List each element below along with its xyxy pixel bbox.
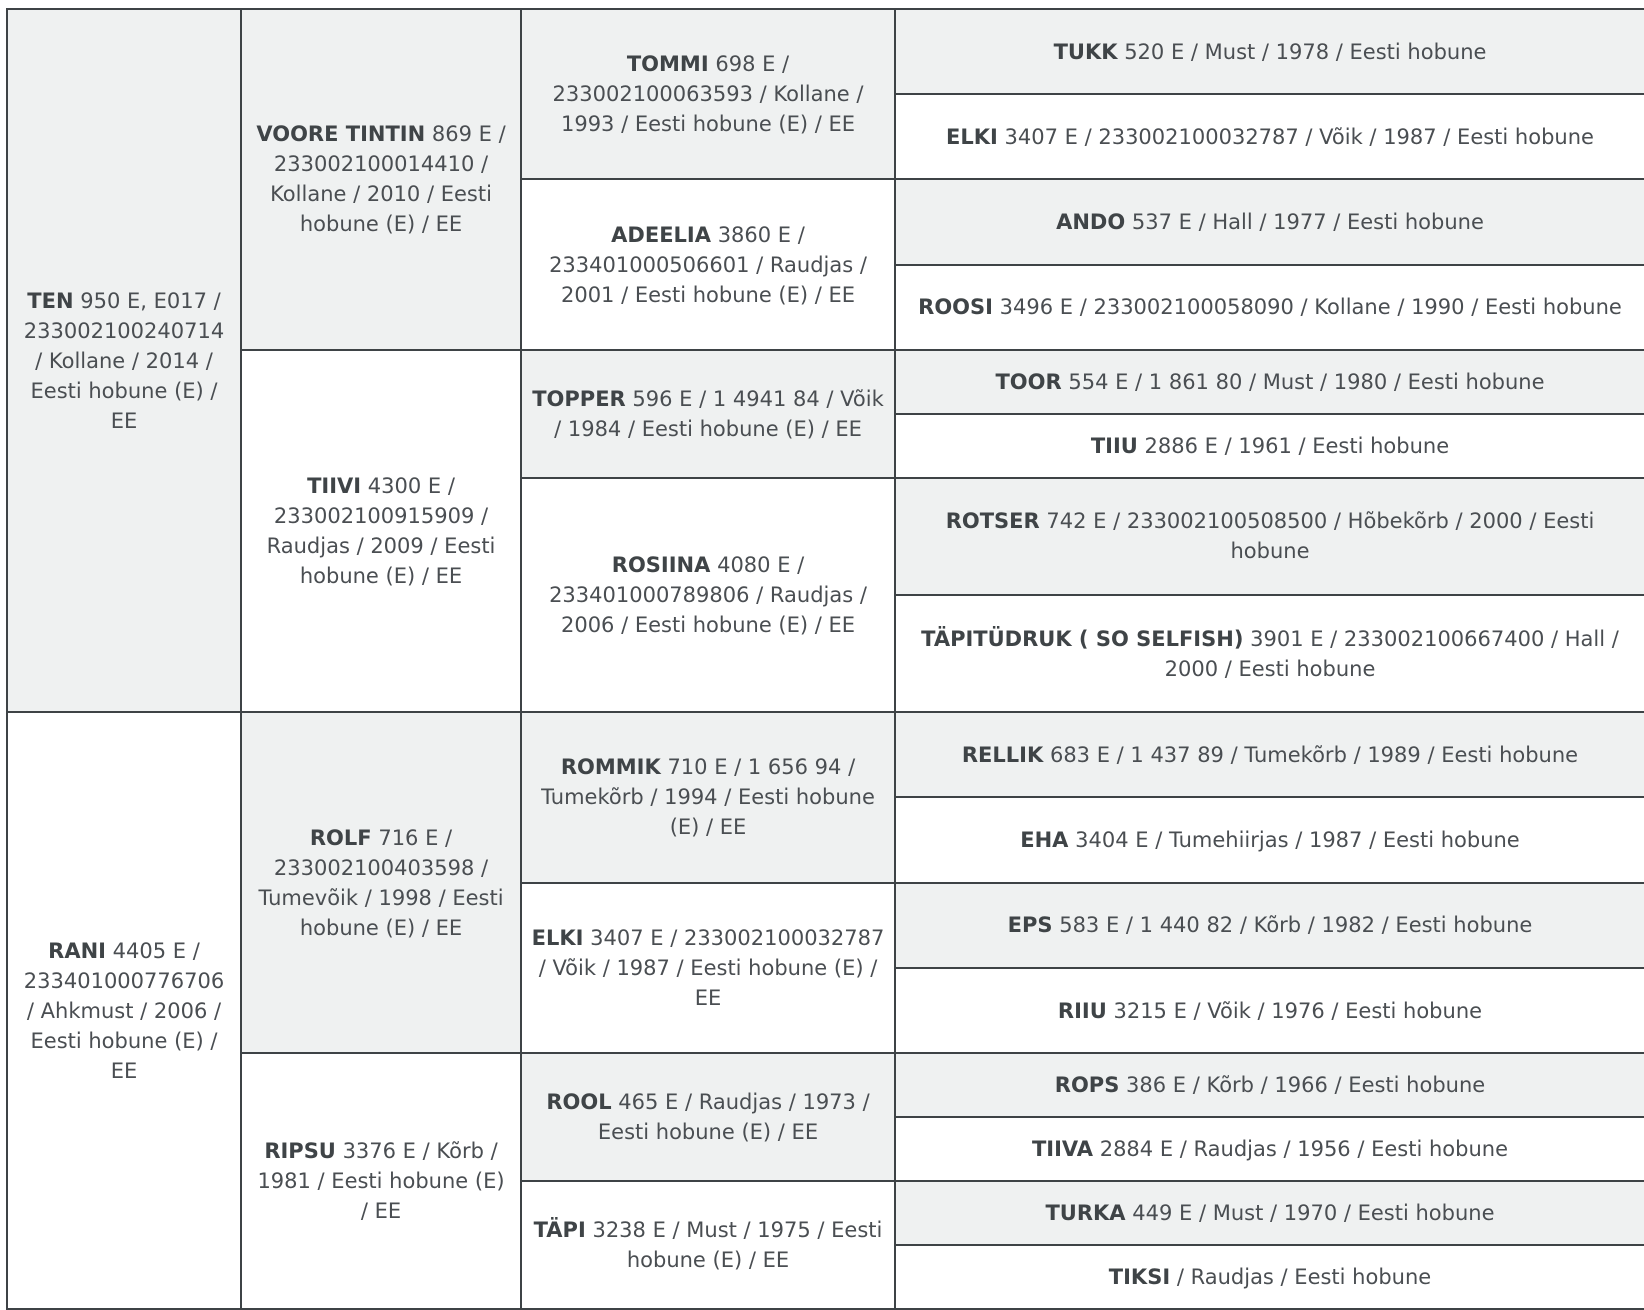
horse-info: 554 E / 1 861 80 / Must / 1980 / Eesti hobune — [1068, 369, 1545, 394]
horse-info: 596 E / 1 4941 84 / Võik / 1984 / Eesti hobune (E) / EE — [554, 386, 884, 441]
horse-name: ROSIINA — [611, 552, 711, 577]
horse-name: TEN — [27, 288, 74, 313]
horse-name: RIPSU — [264, 1139, 336, 1164]
horse-info: / Raudjas / Eesti hobune — [1176, 1264, 1432, 1289]
horse-name: TIIU — [1090, 433, 1138, 458]
gen2-cell — [241, 9, 521, 350]
horse-info: 710 E / 1 656 94 / Tumekõrb / 1994 / Eesti hobune (E) / EE — [541, 755, 875, 840]
horse-info: 3238 E / Must / 1975 / Eesti hobune (E) / EE — [592, 1217, 883, 1272]
horse-name: ADEELIA — [611, 222, 711, 247]
horse-info: 4080 E / 233401000789806 / Raudjas / 2006 / Eesti hobune (E) / EE — [549, 552, 867, 637]
gen3-cell — [521, 478, 895, 712]
gen4-cell — [895, 1053, 1644, 1117]
horse-name: TURKA — [1045, 1200, 1126, 1225]
horse-info: 386 E / Kõrb / 1966 / Eesti hobune — [1126, 1073, 1486, 1098]
gen3-cell — [521, 1181, 895, 1309]
horse-name: TÄPITÜDRUK ( SO SELFISH) — [921, 626, 1244, 651]
horse-info: 4405 E / 233401000776706 / Ahkmust / 2006 / Eesti hobune (E) / EE — [23, 938, 225, 1083]
horse-info: 537 E / Hall / 1977 / Eesti hobune — [1131, 210, 1484, 235]
horse-info: 449 E / Must / 1970 / Eesti hobune — [1132, 1200, 1495, 1225]
gen4-cell — [895, 883, 1644, 968]
gen4-cell — [895, 712, 1644, 797]
horse-info: 2886 E / 1961 / Eesti hobune — [1144, 433, 1450, 458]
horse-name: TIIVA — [1031, 1137, 1094, 1161]
horse-name: ROPS — [1054, 1073, 1120, 1098]
horse-name: TOOR — [995, 369, 1062, 394]
horse-name: ANDO — [1056, 210, 1126, 235]
horse-info: 950 E, E017 / 233002100240714 / Kollane / 2014 / Eesti hobune (E) / EE — [23, 288, 225, 433]
horse-name: ROMMIK — [560, 755, 661, 780]
horse-name: TOMMI — [626, 52, 709, 77]
horse-name: ELKI — [946, 124, 998, 149]
horse-info: 3860 E / 233401000506601 / Raudjas / 2001 / Eesti hobune (E) / EE — [549, 222, 867, 307]
gen4-cell — [895, 478, 1644, 595]
horse-info: 465 E / Raudjas / 1973 / Eesti hobune (E) / EE — [597, 1090, 870, 1145]
gen3-cell — [521, 350, 895, 478]
gen4-cell — [895, 595, 1644, 712]
horse-name: TIIVI — [307, 474, 362, 499]
gen4-cell — [895, 414, 1644, 478]
horse-info: 716 E / 233002100403598 / Tumevõik / 1998 / Eesti hobune (E) / EE — [258, 825, 504, 940]
horse-info: 3404 E / Tumehiirjas / 1987 / Eesti hobune — [1075, 828, 1520, 853]
horse-name: ROTSER — [945, 509, 1040, 534]
sire-cell — [7, 9, 241, 712]
horse-info: 683 E / 1 437 89 / Tumekõrb / 1989 / Eesti hobune — [1049, 742, 1579, 767]
gen4-cell — [895, 265, 1644, 350]
horse-name: EHA — [1020, 828, 1069, 853]
gen3-cell — [521, 179, 895, 349]
pedigree-table — [6, 8, 1644, 1310]
horse-info: 3376 E / Kõrb / 1981 / Eesti hobune (E) / EE — [257, 1139, 505, 1224]
gen3-cell — [521, 9, 895, 179]
gen2-cell — [241, 1053, 521, 1309]
horse-name: ROOSI — [918, 295, 993, 320]
horse-name: TUKK — [1053, 39, 1118, 64]
gen4-cell — [895, 968, 1644, 1053]
horse-name: EPS — [1007, 913, 1053, 938]
horse-name: ROLF — [309, 825, 372, 850]
gen2-cell — [241, 350, 521, 712]
horse-info: 698 E / 233002100063593 / Kollane / 1993 / Eesti hobune (E) / EE — [552, 52, 864, 137]
gen4-cell — [895, 350, 1644, 414]
dam-cell — [7, 712, 241, 1309]
gen4-cell — [895, 94, 1644, 179]
gen3-cell — [521, 883, 895, 1053]
gen4-cell — [895, 179, 1644, 264]
gen4-cell — [895, 1117, 1644, 1181]
gen4-cell — [895, 797, 1644, 882]
horse-info: 869 E / 233002100014410 / Kollane / 2010 / Eesti hobune (E) / EE — [270, 122, 506, 237]
horse-name: RELLIK — [961, 742, 1044, 767]
horse-info: 520 E / Must / 1978 / Eesti hobune — [1124, 39, 1487, 64]
horse-info: 3407 E / 233002100032787 / Võik / 1987 / Eesti hobune — [1004, 124, 1594, 149]
horse-info: 3496 E / 233002100058090 / Kollane / 1990 / Eesti hobune — [999, 295, 1622, 320]
horse-name: TOPPER — [532, 386, 626, 411]
horse-name: RIIU — [1057, 998, 1107, 1023]
horse-info: 742 E / 233002100508500 / Hõbekõrb / 2000 / Eesti hobune — [1046, 509, 1595, 564]
gen4-cell — [895, 9, 1644, 94]
horse-name: RANI — [48, 938, 106, 963]
horse-name: VOORE TINTIN — [256, 122, 426, 147]
horse-info: 3407 E / 233002100032787 / Võik / 1987 / Eesti hobune (E) / EE — [538, 925, 885, 1010]
horse-info: 2884 E / Raudjas / 1956 / Eesti hobune — [1099, 1137, 1508, 1161]
horse-info: 3901 E / 233002100667400 / Hall / 2000 / Eesti hobune — [1164, 626, 1619, 681]
horse-name: TIKSI — [1108, 1264, 1171, 1289]
horse-info: 3215 E / Võik / 1976 / Eesti hobune — [1113, 998, 1483, 1023]
horse-name: TÄPI — [533, 1217, 586, 1242]
horse-name: ELKI — [531, 925, 584, 950]
gen3-cell — [521, 1053, 895, 1181]
horse-info: 4300 E / 233002100915909 / Raudjas / 2009 / Eesti hobune (E) / EE — [266, 474, 496, 589]
gen4-cell — [895, 1181, 1644, 1245]
gen4-cell — [895, 1245, 1644, 1309]
horse-info: 583 E / 1 440 82 / Kõrb / 1982 / Eesti hobune — [1059, 913, 1533, 938]
gen3-cell — [521, 712, 895, 882]
gen2-cell — [241, 712, 521, 1053]
horse-name: ROOL — [546, 1090, 612, 1115]
